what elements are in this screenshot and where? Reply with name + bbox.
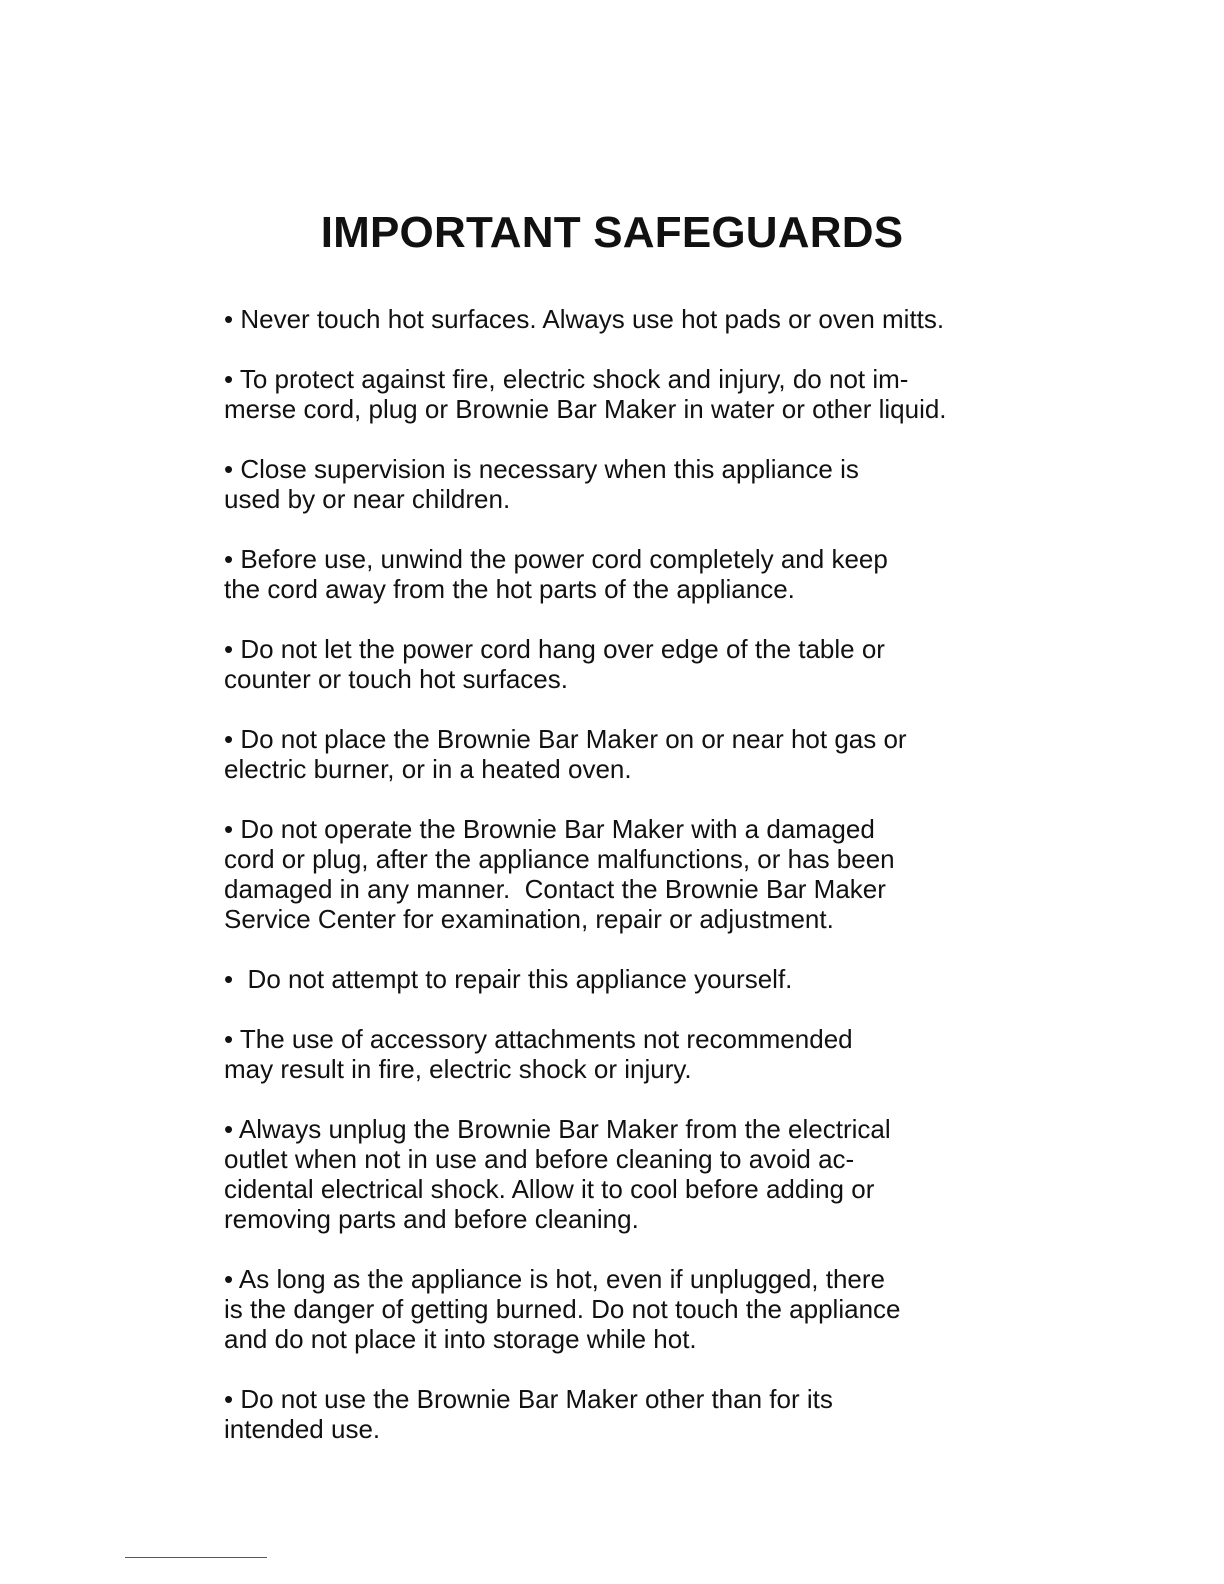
safeguards-list (224, 304, 984, 1474)
safeguard-no-self-repair: • Do not attempt to repair this appliance yourself. (224, 964, 793, 994)
footer-rule (125, 1557, 267, 1558)
safeguard-cord-edge: • Do not let the power cord hang over edge of the table or counter or touch hot surfaces. (224, 634, 885, 694)
safeguard-damaged-cord: • Do not operate the Brownie Bar Maker with a damaged cord or plug, after the appliance malfunctions, or has been damaged in any manner. Contact the Brownie Bar Maker Service Center for examination, repair or adjustment. (224, 814, 895, 934)
safeguard-children: • Close supervision is necessary when this appliance is used by or near children. (224, 454, 859, 514)
safeguard-accessories: • The use of accessory attachments not recommended may result in fire, electric shock or injury. (224, 1024, 853, 1084)
safeguard-water-immersion: • To protect against fire, electric shock and injury, do not im- merse cord, plug or Brownie Bar Maker in water or other liquid. (224, 364, 947, 424)
safeguard-unwind-cord: • Before use, unwind the power cord completely and keep the cord away from the hot parts of the appliance. (224, 544, 888, 604)
safeguard-burn-danger: • As long as the appliance is hot, even if unplugged, there is the danger of getting burned. Do not touch the appliance and do not place it into storage while hot. (224, 1264, 901, 1354)
safeguard-unplug: • Always unplug the Brownie Bar Maker from the electrical outlet when not in use and before cleaning to avoid ac- cidental electrical shock. Allow it to cool before adding or removing parts and before cleaning. (224, 1114, 891, 1234)
safeguard-intended-use: • Do not use the Brownie Bar Maker other than for its intended use. (224, 1384, 833, 1444)
safeguard-burner-oven: • Do not place the Brownie Bar Maker on or near hot gas or electric burner, or in a heated oven. (224, 724, 907, 784)
page-title: IMPORTANT SAFEGUARDS (320, 208, 904, 257)
safeguard-hot-surfaces: • Never touch hot surfaces. Always use hot pads or oven mitts. (224, 304, 945, 334)
